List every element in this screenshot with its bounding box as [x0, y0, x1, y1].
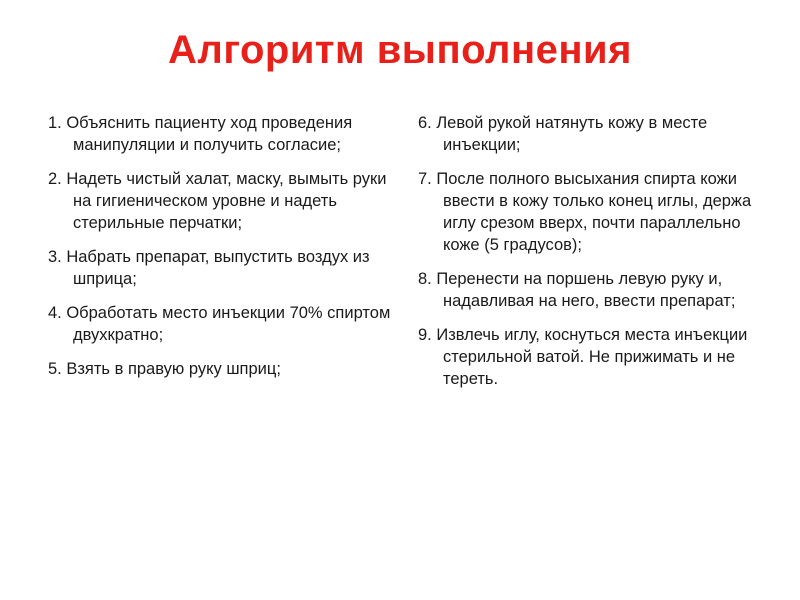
step-item: 6. Левой рукой натянуть кожу в месте инъекции;: [418, 114, 708, 154]
step-item: 2. Надеть чистый халат, маску, вымыть руки на гигиеническом уровне и надеть стерильные перчатки;: [48, 170, 387, 232]
step-item: 1. Объяснить пациенту ход проведения манипуляции и получить согласие;: [48, 114, 353, 154]
steps-column-right: [418, 112, 773, 402]
step-item: 9. Извлечь иглу, коснуться места инъекции стерильной ватой. Не прижимать и не тереть.: [418, 326, 748, 388]
steps-column-left: [48, 112, 398, 392]
step-item: 5. Взять в правую руку шприц;: [48, 360, 281, 378]
slide-title: Алгоритм выполнения: [168, 28, 632, 72]
step-item: 8. Перенести на поршень левую руку и, надавливая на него, ввести препарат;: [418, 270, 736, 310]
step-item: 7. После полного высыхания спирта кожи ввести в кожу только конец иглы, держа иглу срезом вверх, почти параллельно коже (5 градусов);: [418, 170, 752, 254]
step-item: 3. Набрать препарат, выпустить воздух из шприца;: [48, 248, 370, 288]
step-item: 4. Обработать место инъекции 70% спиртом двухкратно;: [48, 304, 391, 344]
